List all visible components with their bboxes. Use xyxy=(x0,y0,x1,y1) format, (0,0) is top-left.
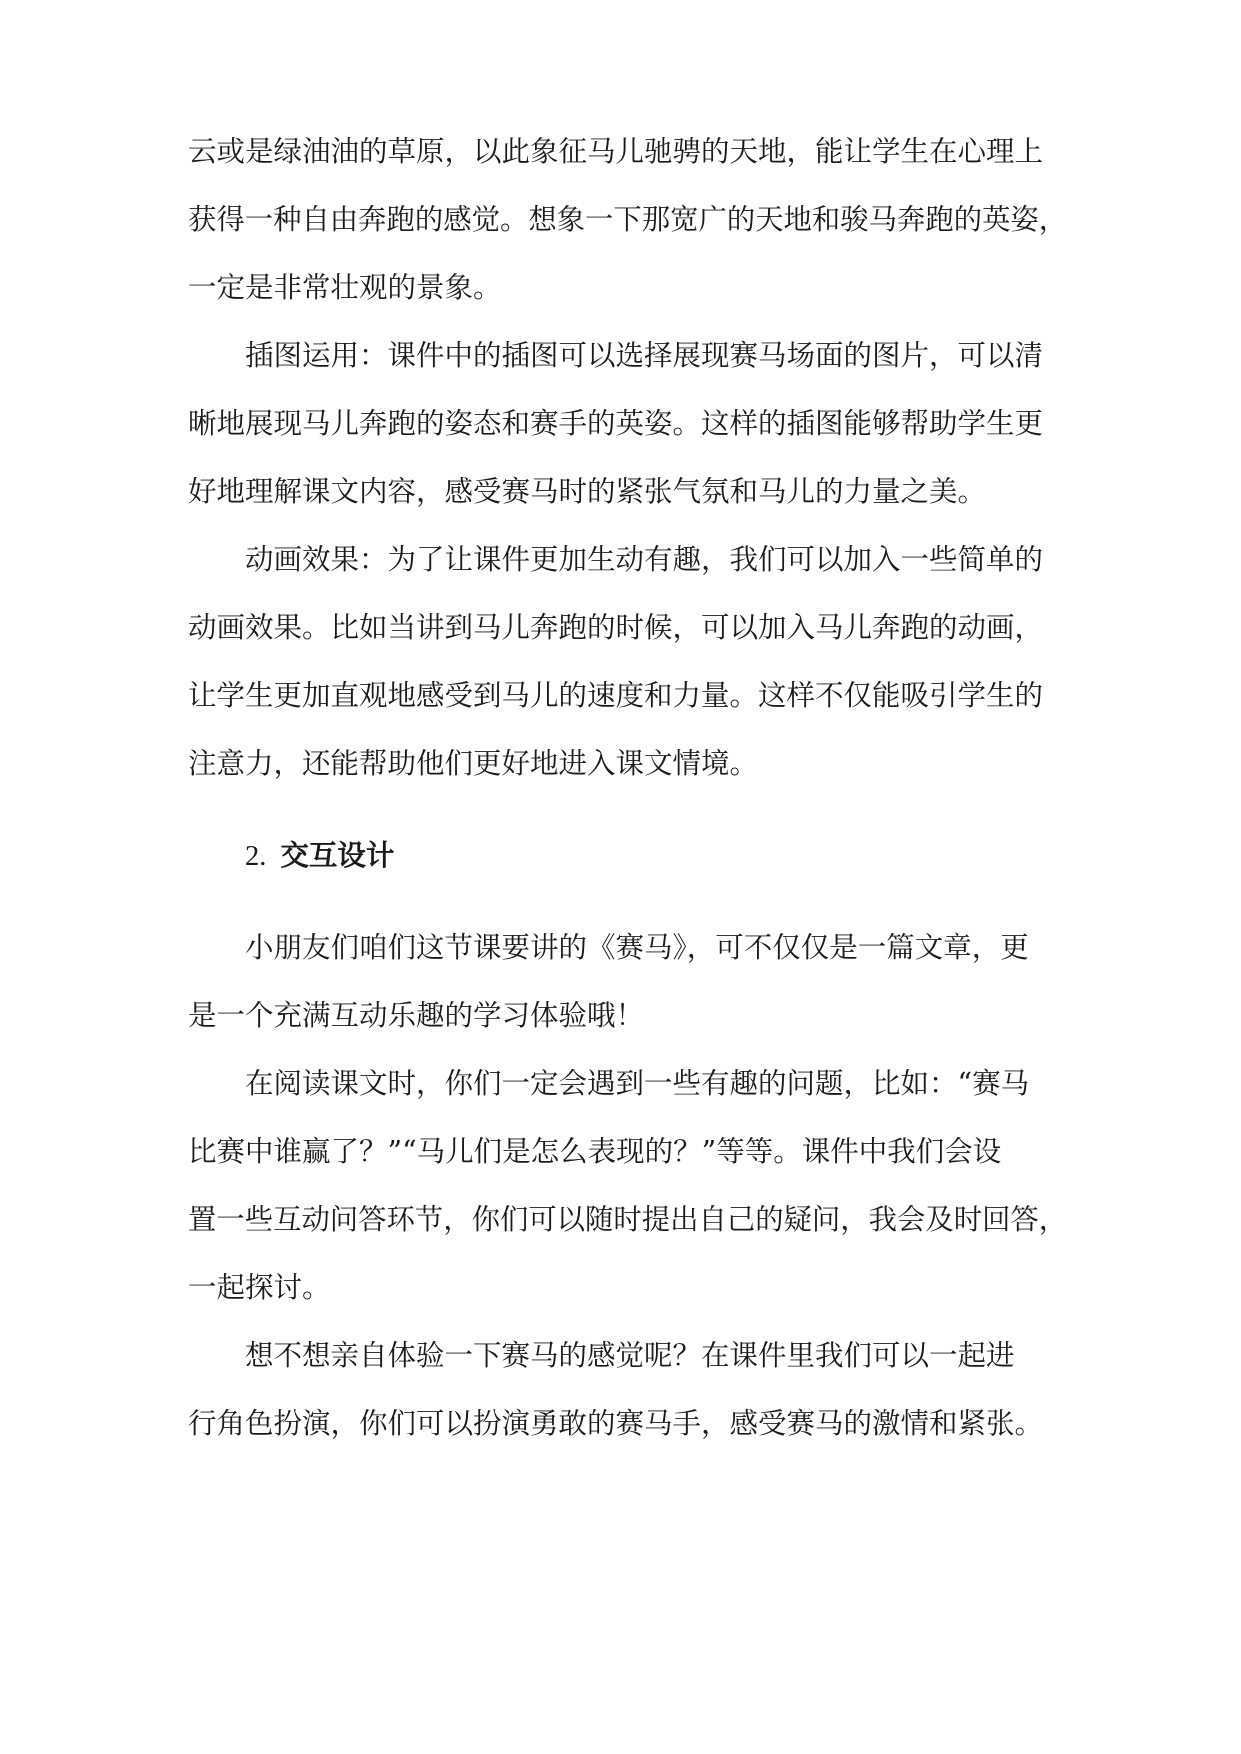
text-line: 是一个充满互动乐趣的学习体验哦！ xyxy=(188,999,645,1032)
text-line: 小朋友们咱们这节课要讲的《赛马》，可不仅仅是一篇文章，更 xyxy=(245,931,1029,964)
text-line: 插图运用：课件中的插图可以选择展现赛马场面的图片，可以清 xyxy=(245,339,1044,372)
section-number: 2. xyxy=(245,841,267,872)
text-line: 置一些互动问答环节，你们可以随时提出自己的疑问，我会及时回答， xyxy=(188,1203,1068,1236)
text-line: 一定是非常壮观的景象。 xyxy=(188,271,502,304)
text-line: 比赛中谁赢了？”“马儿们是怎么表现的？”等等。课件中我们会设 xyxy=(188,1135,1002,1168)
text-line: 注意力，还能帮助他们更好地进入课文情境。 xyxy=(188,747,759,780)
text-line: 云或是绿油油的草原，以此象征马儿驰骋的天地，能让学生在心理上 xyxy=(188,135,1044,168)
text-line: 动画效果。比如当讲到马儿奔跑的时候，可以加入马儿奔跑的动画， xyxy=(188,611,1044,644)
text-line: 行角色扮演，你们可以扮演勇敢的赛马手，感受赛马的激情和紧张。 xyxy=(188,1407,1044,1440)
section-heading xyxy=(245,826,394,886)
text-line: 获得一种自由奔跑的感觉。想象一下那宽广的天地和骏马奔跑的英姿， xyxy=(188,203,1068,236)
text-line: 动画效果：为了让课件更加生动有趣，我们可以加入一些简单的 xyxy=(245,543,1044,576)
text-line: 让学生更加直观地感受到马儿的速度和力量。这样不仅能吸引学生的 xyxy=(188,679,1044,712)
text-line: 想不想亲自体验一下赛马的感觉呢？在课件里我们可以一起进 xyxy=(245,1339,1015,1372)
text-line: 一起探讨。 xyxy=(188,1271,331,1304)
text-line: 好地理解课文内容，感受赛马时的紧张气氛和马儿的力量之美。 xyxy=(188,475,987,508)
text-line: 在阅读课文时，你们一定会遇到一些有趣的问题，比如：“赛马 xyxy=(245,1067,1030,1100)
section-title: 交互设计 xyxy=(280,839,395,872)
text-line: 晰地展现马儿奔跑的姿态和赛手的英姿。这样的插图能够帮助学生更 xyxy=(188,407,1044,440)
